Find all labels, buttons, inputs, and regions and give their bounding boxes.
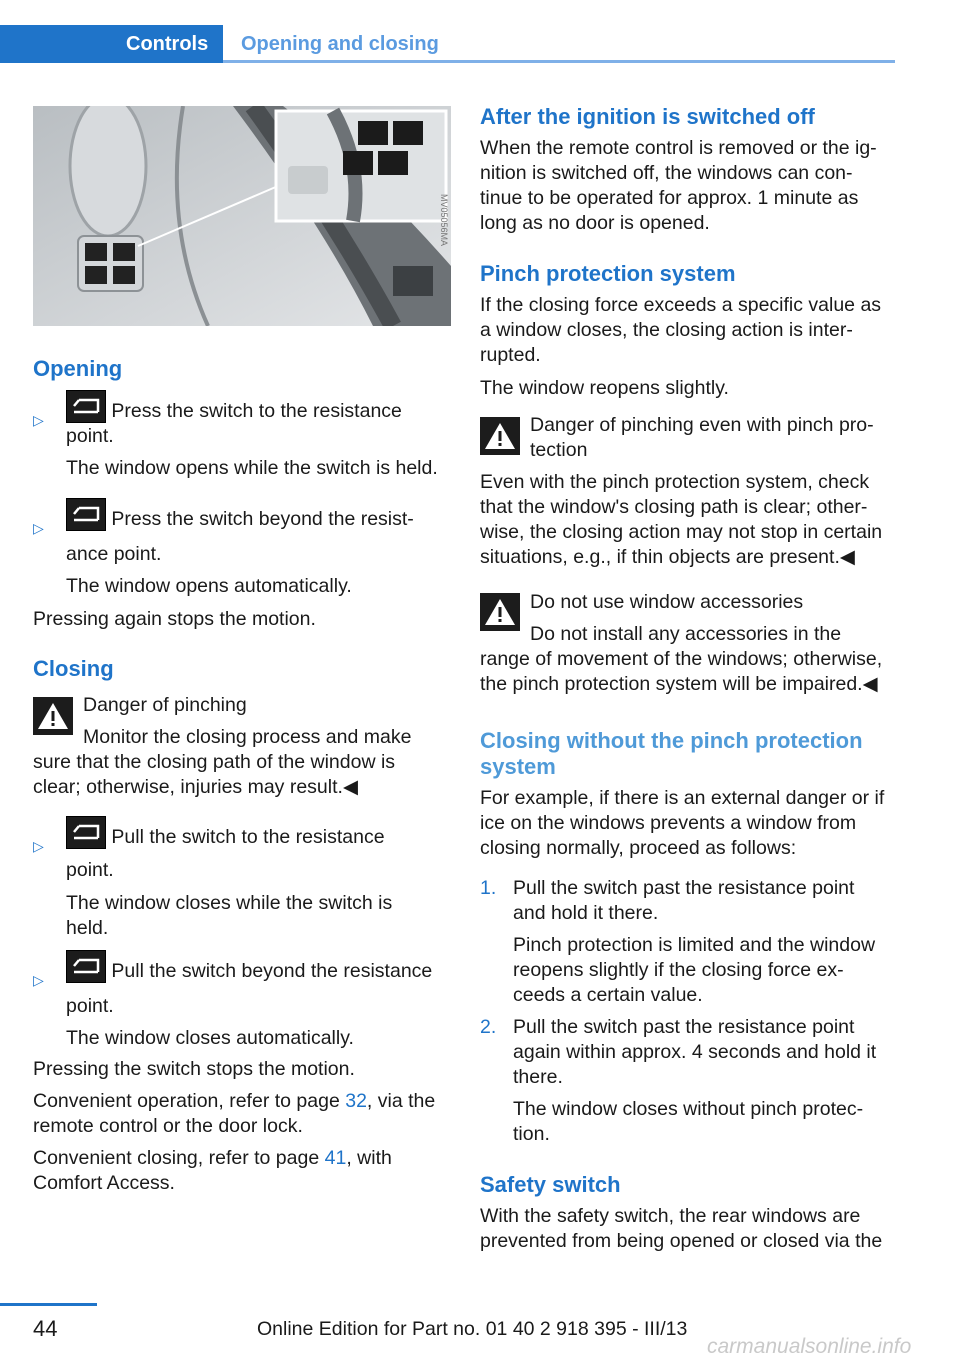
- closing-item-1-line1: Pull the switch to the resistance: [106, 826, 385, 848]
- bullet-icon: ▷: [33, 838, 44, 854]
- pinch-text: If the closing force exceeds a specific value as a window closes, the closing action is inter- rupted.: [480, 294, 882, 366]
- opening-item-1-line2: point.: [66, 425, 114, 447]
- safety-switch-text: With the safety switch, the rear windows are prevented from being opened or closed via the: [480, 1205, 883, 1252]
- warn2-title: Do not use window accessories: [530, 591, 804, 613]
- opening-item-1-sub: The window opens while the switch is held.: [66, 457, 438, 479]
- figure-code: MV05056MA: [439, 193, 449, 246]
- warn2-text: range of movement of the windows; otherwise, the pinch protection system will be impaired.◀: [480, 648, 883, 695]
- convenient-closing-text: Convenient closing, refer to page 41, with: [33, 1147, 392, 1169]
- page-link-32[interactable]: 32: [345, 1090, 367, 1112]
- closing-item-1-sub1: The window closes while the switch is: [66, 892, 393, 914]
- opening-item-2-sub: The window opens automatically.: [66, 575, 352, 597]
- closing-item-1-line2: point.: [66, 859, 114, 881]
- warning-icon: [480, 417, 520, 455]
- closing-warning-title: Danger of pinching: [83, 694, 247, 716]
- closing-item-2-line1: Pull the switch beyond the resistance: [106, 960, 433, 982]
- warn2-line1: Do not install any accessories in the: [530, 623, 842, 645]
- step-number: 1.: [480, 877, 497, 899]
- window-switch-figure: [33, 106, 451, 326]
- convenient-closing-text-2: Comfort Access.: [33, 1172, 175, 1194]
- watermark: carmanualsonline.info: [707, 1335, 912, 1358]
- opening-item-2-line1: Press the switch beyond the resist-: [106, 508, 414, 530]
- footer-line: [0, 1303, 97, 1306]
- warning-icon: [33, 697, 73, 735]
- without-pinch-text: For example, if there is an external danger or if ice on the windows prevents a window from closing normally, proceed as follows:: [480, 787, 885, 859]
- pinch-heading: Pinch protection system: [480, 261, 736, 286]
- footer-edition: Online Edition for Part no. 01 40 2 918 395 - III/13: [257, 1318, 688, 1340]
- step-number: 2.: [480, 1016, 497, 1038]
- closing-item-2-sub1: The window closes automatically.: [66, 1027, 354, 1049]
- header-underline: [223, 60, 895, 63]
- window-switch-icon: [66, 390, 106, 423]
- warning-icon: [480, 593, 520, 631]
- safety-switch-heading: Safety switch: [480, 1172, 621, 1197]
- closing-warning-line1: Monitor the closing process and make: [83, 726, 412, 748]
- pinch-reopen: The window reopens slightly.: [480, 377, 729, 399]
- bullet-icon: ▷: [33, 412, 44, 428]
- closing-note: Pressing the switch stops the motion.: [33, 1058, 355, 1080]
- ignition-text: When the remote control is removed or the ig- nition is switched off, the windows can con- tinue to be operated for approx. 1 minute as long as no door is opened.: [480, 137, 877, 234]
- convenient-operation-text: Convenient operation, refer to page 32, via the: [33, 1090, 436, 1112]
- opening-item-1-line1: Press the switch to the resistance: [106, 400, 402, 422]
- without-pinch-heading-2: system: [480, 754, 556, 779]
- bullet-icon: ▷: [33, 972, 44, 988]
- page-link-41[interactable]: 41: [324, 1147, 347, 1169]
- opening-note: Pressing again stops the motion.: [33, 608, 316, 630]
- ignition-heading: After the ignition is switched off: [480, 104, 815, 129]
- warn1-text: Even with the pinch protection system, check that the window's closing path is clear; other- wise, the closing action may not stop in certain situations, e.g., if thin objects are present.◀: [480, 471, 883, 568]
- opening-item-2-line2: ance point.: [66, 543, 162, 565]
- header-section-tab[interactable]: Controls: [0, 25, 223, 63]
- header-subsection-tab[interactable]: Opening and closing: [241, 33, 439, 55]
- closing-warning-line2: sure that the closing path of the window is: [33, 751, 396, 773]
- window-switch-icon: [66, 950, 106, 983]
- warn1-title-2: tection: [530, 439, 588, 461]
- opening-heading: Opening: [33, 356, 123, 381]
- closing-item-2-line2: point.: [66, 995, 114, 1017]
- closing-warning-line3: clear; otherwise, injuries may result.◀: [33, 776, 358, 798]
- window-switch-icon: [66, 498, 106, 531]
- without-pinch-heading: Closing without the pinch protection: [480, 728, 863, 753]
- warn1-title-1: Danger of pinching even with pinch pro-: [530, 414, 874, 436]
- closing-item-1-sub2: held.: [66, 917, 109, 939]
- window-switch-icon: [66, 816, 106, 849]
- closing-heading: Closing: [33, 656, 114, 681]
- page-number: 44: [33, 1316, 58, 1341]
- bullet-icon: ▷: [33, 520, 44, 536]
- convenient-operation-text-2: remote control or the door lock.: [33, 1115, 303, 1137]
